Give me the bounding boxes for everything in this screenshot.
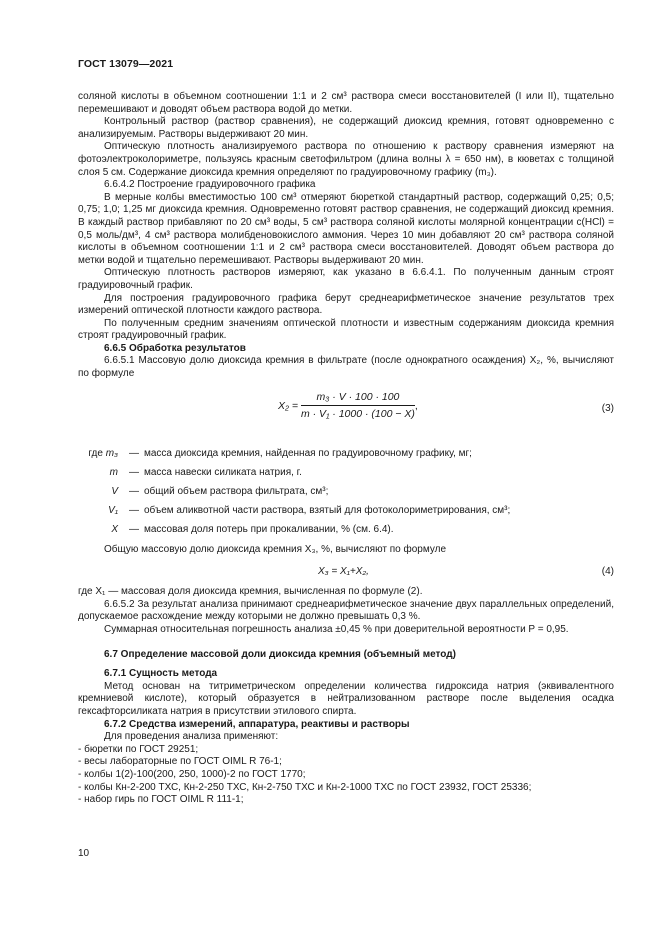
formula-numerator: m₃ · V · 100 · 100: [301, 391, 415, 407]
definition-symbol: [78, 505, 124, 518]
document-body: [78, 91, 614, 807]
paragraph: соляной кислоты в объемном соотношении 1:1 и 2 см³ раствора смеси восстановителей (I или II), тщательно перемешивают и доводят объем раствора водой до метки.: [78, 91, 614, 115]
definition-symbol: [78, 486, 124, 499]
formula-4: [78, 560, 614, 584]
definition-dash: —: [129, 504, 139, 516]
paragraph: По полученным средним значениям оптической плотности и известным содержаниям диоксида кремния строят градуировочный график.: [78, 317, 614, 342]
paragraph: где X₁ — массовая доля диоксида кремния, вычисленная по формуле (2).: [78, 586, 423, 598]
paragraph: Контрольный раствор (раствор сравнения), не содержащий диоксид кремния, готовят одновременно с анализируемым. Растворы выдерживают 20 мин.: [78, 116, 614, 140]
definition-row: [78, 445, 614, 464]
subsection-heading: 6.6.4.2 Построение градуировочного графика: [104, 179, 316, 191]
formula-number: (4): [601, 566, 614, 578]
formula-fraction: [301, 391, 415, 421]
formula-3: [78, 385, 614, 439]
definition-text: массовая доля потерь при прокаливании, % (см. 6.4).: [144, 523, 394, 535]
definition-row: [78, 521, 614, 540]
definition-prefix: где: [88, 447, 103, 459]
definition-symbol: [78, 467, 124, 480]
equipment-list: [78, 744, 614, 807]
symbol-text: m: [109, 466, 118, 478]
definition-row: [78, 483, 614, 502]
definition-text: объем аликвотной части раствора, взятый для фотоколориметрирования, см³;: [144, 504, 511, 516]
definition-dash: —: [129, 447, 139, 459]
paragraph: В мерные колбы вместимостью 100 см³ отмеряют бюреткой стандартный раствор, содержащий 0,25; 0,5; 0,75; 1,0; 1,25 мг диоксида кремния. Одновременно готовят раствор сравнения, не содержащий диоксид кремния. В каждый раствор прибавляют по 20 см³ воды, 5 см³ раствора соляной кислоты молярной концентрации c(HCl) = 0,5 моль/дм³, 4 см³ раствора молибденовокислого аммония. Через 10 мин добавляют 20 см³ раствора соляной кислоты в объемном соотношении 1:1 и 2 см³ раствора смеси восстановителей. Доводят объем раствора до метки водой и тщательно перемешивают. Растворы выдерживают 20 мин.: [78, 191, 614, 266]
definition-dash: —: [129, 466, 139, 478]
list-item: - колбы 1(2)-100(200, 250, 1000)-2 по ГОСТ 1770;: [78, 768, 306, 780]
definition-dash: —: [129, 485, 139, 497]
definition-row: [78, 464, 614, 483]
list-item: - набор гирь по ГОСТ OIML R 111-1;: [78, 794, 244, 806]
paragraph: Суммарная относительная погрешность анализа ±0,45 % при доверительной вероятности P = 0,95.: [104, 624, 569, 636]
definition-text: общий объем раствора фильтрата, см³;: [144, 485, 329, 497]
formula-denominator: m · V₁ · 1000 · (100 − X): [300, 408, 415, 421]
definition-text: масса диоксида кремния, найденная по градуировочному графику, мг;: [144, 447, 472, 459]
paragraph: Общую массовую долю диоксида кремния X₃, %, вычисляют по формуле: [104, 543, 447, 555]
formula-number: (3): [601, 402, 614, 414]
definition-symbol: [78, 524, 124, 537]
paragraph: Для проведения анализа применяют:: [104, 731, 279, 743]
paragraph: Для построения градуировочного графика берут среднеарифметическое значение результатов трех измерений оптической плотности каждого раствора.: [78, 292, 614, 317]
paragraph: 6.6.5.2 За результат анализа принимают среднеарифметическое значение двух параллельных определений, допускаемое расхождение между которыми не должно превышать 0,3 %.: [78, 598, 614, 623]
definitions-list: [78, 445, 614, 540]
standard-header: ГОСТ 13079—2021: [78, 58, 174, 70]
formula-comma: ,: [414, 399, 418, 412]
paragraph: 6.6.5.1 Массовую долю диоксида кремния в фильтрате (после однократного осаждения) X₂, %, вычисляют по формуле: [78, 355, 614, 380]
paragraph: Оптическую плотность растворов измеряют, как указано в 6.6.4.1. По полученным данным строят градуировочный график.: [78, 267, 614, 291]
symbol-text: m₃: [105, 447, 118, 459]
section-heading: 6.7.1 Сущность метода: [104, 668, 218, 680]
formula-expression: X₃ = X₁+X₂,: [318, 566, 369, 578]
list-item: - бюретки по ГОСТ 29251;: [78, 743, 199, 755]
section-heading: 6.7.2 Средства измерений, аппаратура, реактивы и растворы: [104, 718, 410, 730]
list-item: - колбы Кн-2-200 ТХС, Кн-2-250 ТХС, Кн-2-750 ТХС и Кн-2-1000 ТХС по ГОСТ 23932, ГОСТ 25336;: [78, 781, 532, 793]
definition-row: [78, 502, 614, 521]
page-number: 10: [78, 848, 90, 859]
list-item: - весы лабораторные по ГОСТ OIML R 76-1;: [78, 756, 282, 768]
definition-dash: —: [129, 523, 139, 535]
section-heading: 6.7 Определение массовой доли диоксида кремния (объемный метод): [104, 648, 456, 660]
paragraph: Метод основан на титриметрическом определении количества гидроксида натрия (эквивалентного кремниевой кислоте), который образуется в нейтрализованном растворе после выделения осадка гексафторсиликата натрия в присутствии этилового спирта.: [78, 680, 614, 717]
definition-text: масса навески силиката натрия, г.: [144, 466, 302, 478]
formula-lhs: X₂ =: [278, 399, 299, 412]
section-heading: 6.6.5 Обработка результатов: [104, 342, 246, 354]
symbol-text: V: [111, 485, 118, 497]
paragraph: Оптическую плотность анализируемого раствора по отношению к раствору сравнения измеряют на фотоэлектроколориметре, пользуясь красным светофильтром (длина волны λ = 650 нм), в кюветах с толщиной слоя 5 см. Содержание диоксида кремния определяют по градуировочному графику (m₃).: [78, 141, 614, 178]
symbol-text: X: [111, 523, 118, 535]
definition-symbol: [78, 448, 124, 461]
symbol-text: V₁: [108, 504, 118, 516]
